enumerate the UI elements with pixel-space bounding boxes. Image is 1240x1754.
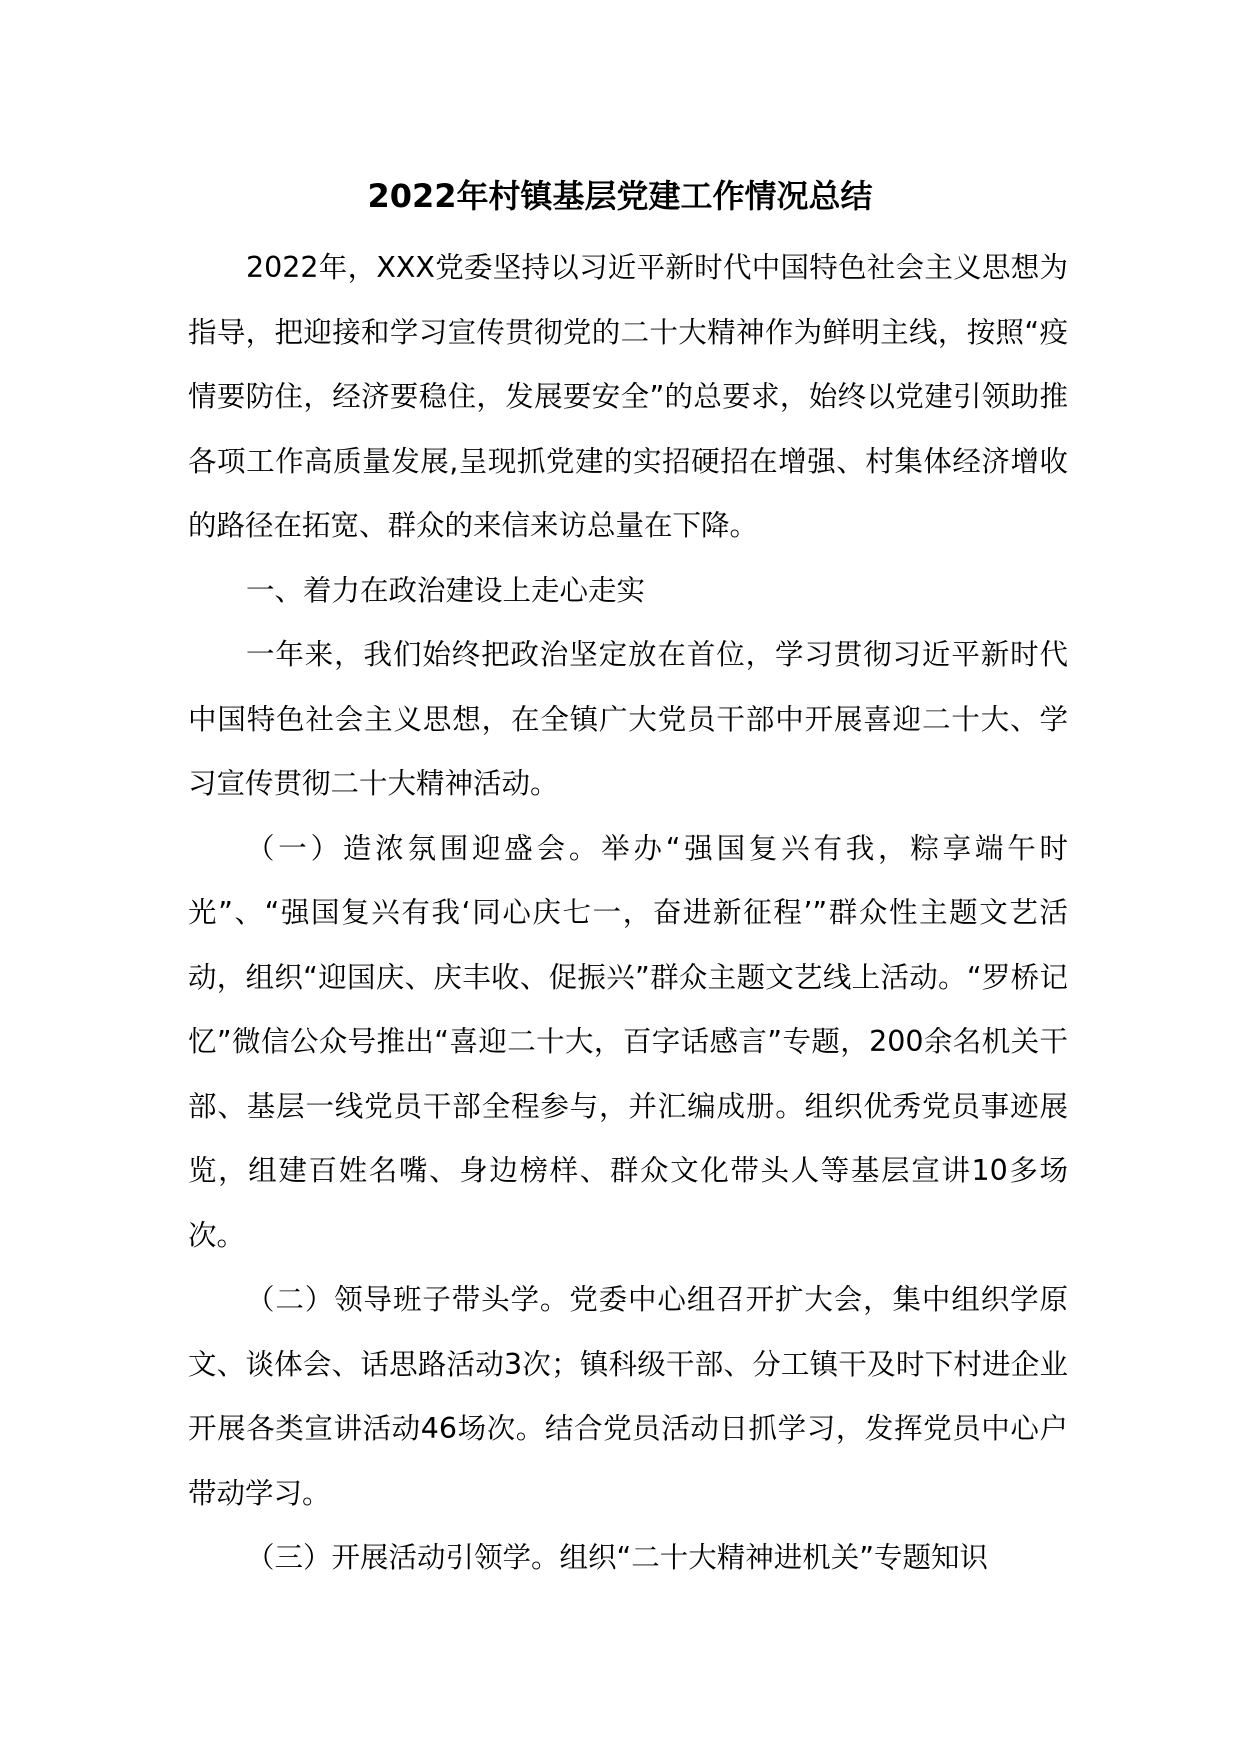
document-title: 2022年村镇基层党建工作情况总结	[367, 177, 873, 215]
paragraph-section-1: 一年来，我们始终把政治坚定放在首位，学习贯彻习近平新时代中国特色社会主义思想，在全镇广大党员干部中开展喜迎二十大、学习宣传贯彻二十大精神活动。	[188, 638, 1068, 800]
document-body	[188, 236, 1068, 1591]
section-heading-1: 一、着力在政治建设上走心走实	[246, 573, 646, 607]
paragraph-item-2: （二）领导班子带头学。党委中心组召开扩大会，集中组织学原文、谈体会、话思路活动3次；镇科级干部、分工镇干及时下村进企业开展各类宣讲活动46场次。结合党员活动日抓学习，发挥党员中心户带动学习。	[188, 1283, 1068, 1510]
paragraph-intro: 2022年，XXX党委坚持以习近平新时代中国特色社会主义思想为指导，把迎接和学习宣传贯彻党的二十大精神作为鲜明主线，按照“疫情要防住，经济要稳住，发展要安全”的总要求，始终以党建引领助推各项工作高质量发展,呈现抓党建的实招硬招在增强、村集体经济增收的路径在拓宽、群众的来信来访总量在下降。	[188, 251, 1068, 542]
paragraph-item-3: （三）开展活动引领学。组织“二十大精神进机关”专题知识	[246, 1541, 989, 1574]
paragraph-item-1: （一）造浓氛围迎盛会。举办“强国复兴有我，粽享端午时光”、“强国复兴有我‘同心庆七一，奋进新征程’”群众性主题文艺活动，组织“迎国庆、庆丰收、促振兴”群众主题文艺线上活动。“罗桥记忆”微信公众号推出“喜迎二十大，百字话感言”专题，200余名机关干部、基层一线党员干部全程参与，并汇编成册。组织优秀党员事迹展览，组建百姓名嘴、身边榜样、群众文化带头人等基层宣讲10多场次。	[188, 831, 1068, 1252]
